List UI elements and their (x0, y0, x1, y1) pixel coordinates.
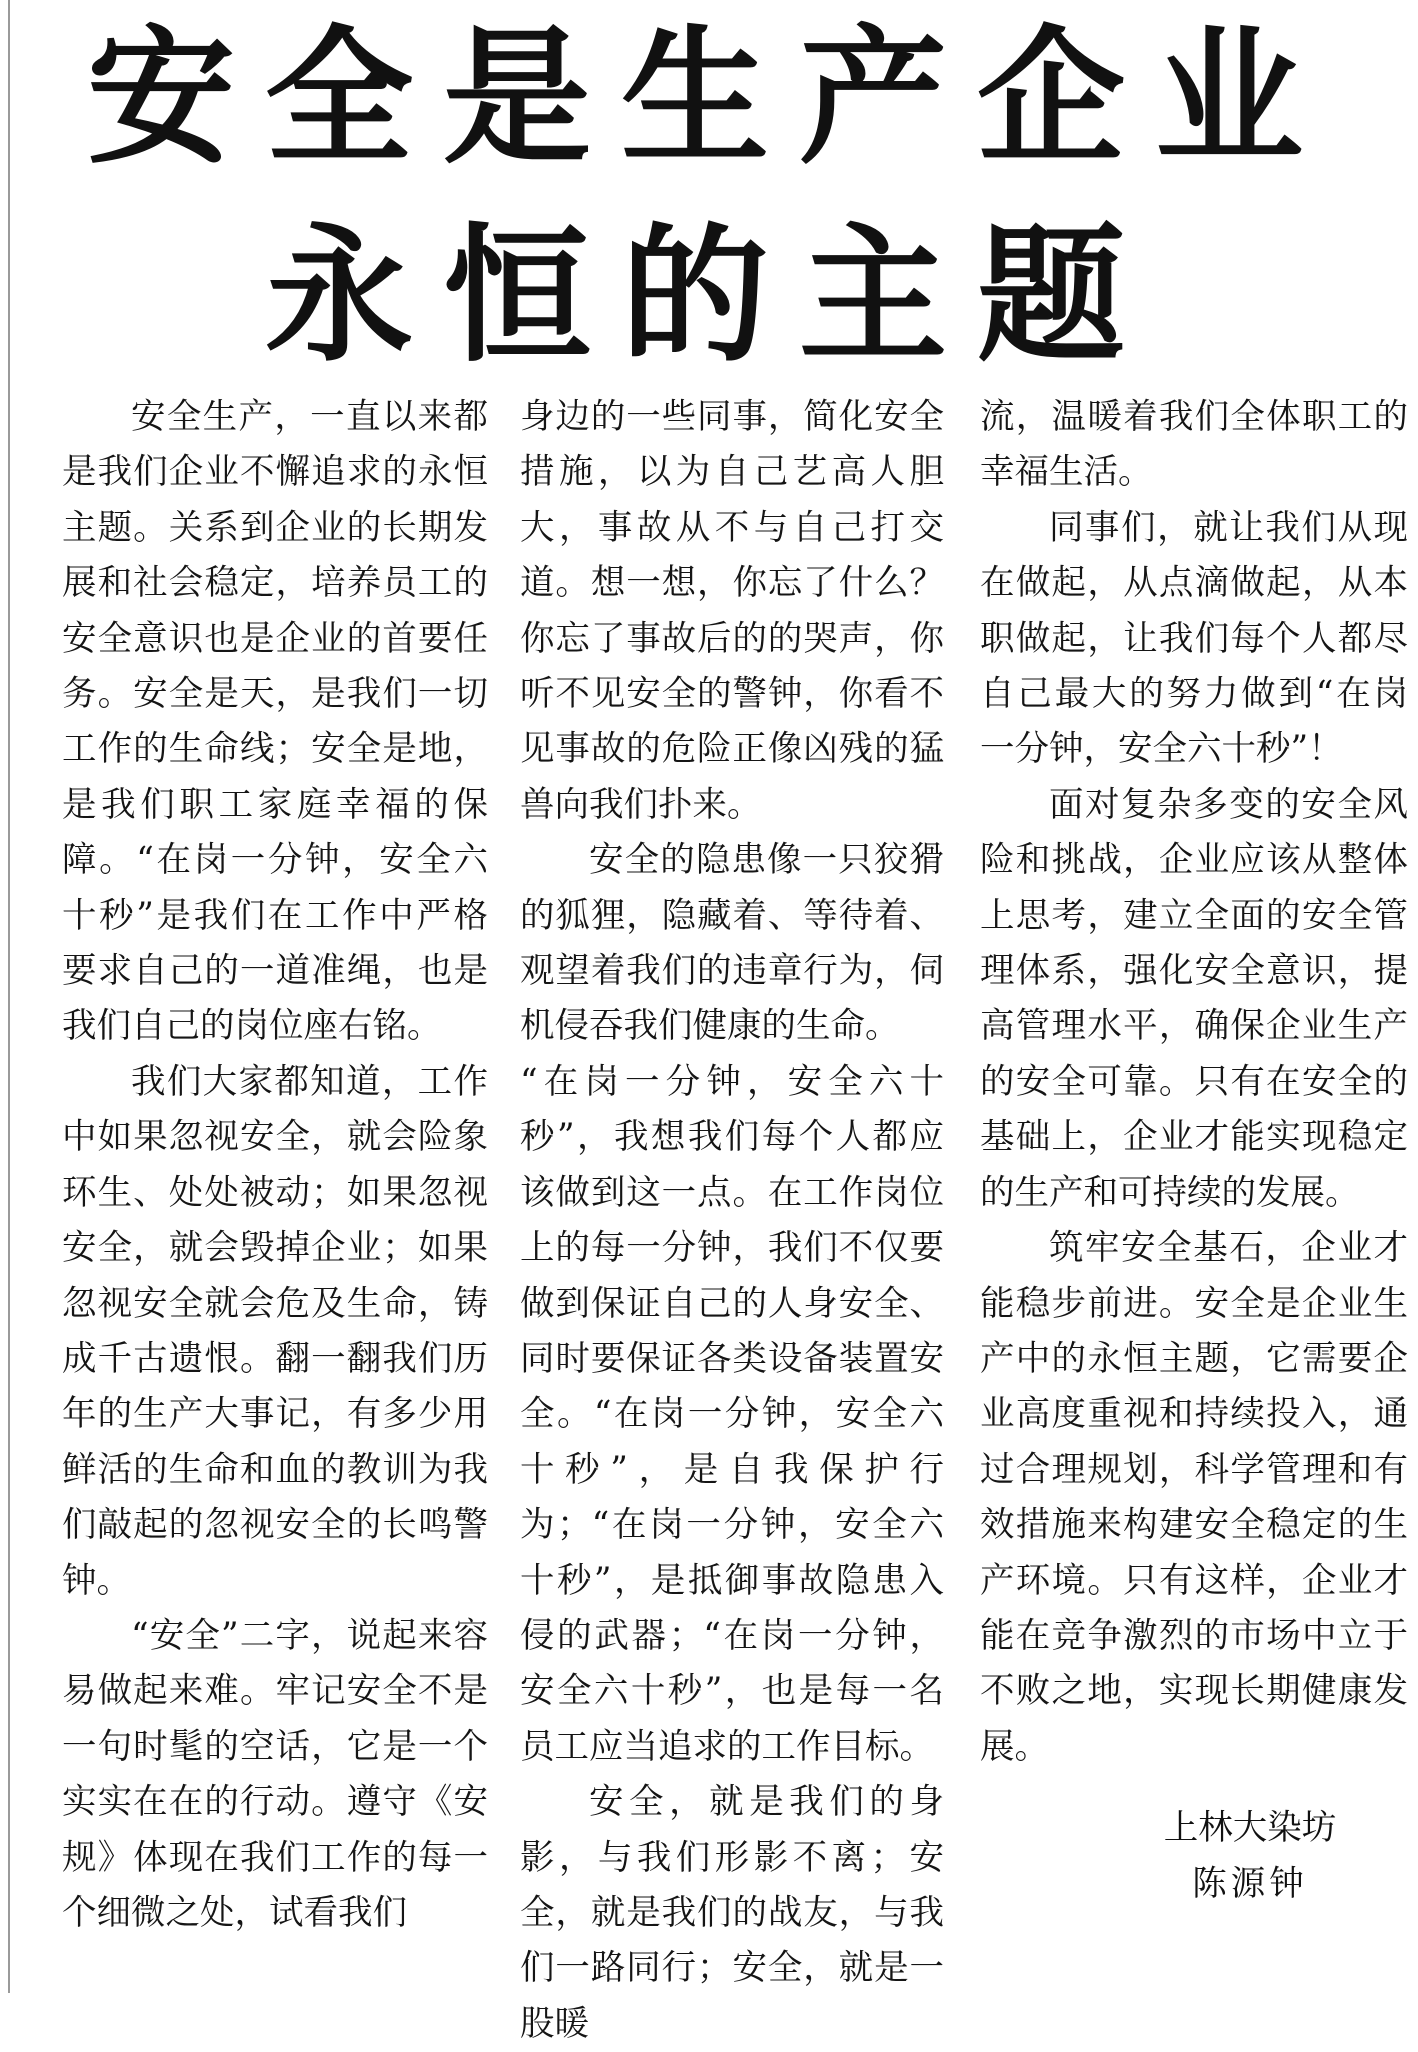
paragraph: 安全生产，一直以来都是我们企业不懈追求的永恒主题。关系到企业的长期发展和社会稳定，培养员工的安全意识也是企业的首要任务。安全是天，是我们一切工作的生命线；安全是地，是我们职工家庭幸福的保障。“在岗一分钟，安全六十秒”是我们在工作中严格要求自己的一道准绳，也是我们自己的岗位座右铭。 (62, 397, 488, 1047)
signature-author: 陈源钟 (1192, 1864, 1308, 1904)
headline-line-1: 安全是生产企业 (87, 12, 1333, 184)
paragraph: 我们大家都知道，工作中如果忽视安全，就会险象环生、处处被动；如果忽视安全，就会毁掉企业；如果忽视安全就会危及生命，铸成千古遗恨。翻一翻我们历年的生产大事记，有多少用鲜活的生命和血的教训为我们敲起的忽视安全的长鸣警钟。 (62, 1061, 488, 1601)
article-column-2 (520, 390, 944, 2044)
article-column-3 (980, 390, 1408, 1990)
paragraph: 安全的隐患像一只狡猾的狐狸，隐藏着、等待着、观望着我们的违章行为，伺机侵吞我们健康的生命。 (520, 840, 944, 1047)
paragraph-continued: 流，温暖着我们全体职工的幸福生活。 (980, 397, 1408, 493)
signature-organization: 上林大染坊 (1163, 1808, 1337, 1848)
left-margin-rule (8, 0, 10, 1993)
article-column-1 (62, 390, 488, 1990)
paragraph-continued: 身边的一些同事，简化安全措施，以为自己艺高人胆大，事故从不与自己打交道。想一想，你忘了什么？你忘了事故后的的哭声，你听不见安全的警钟，你看不见事故的危险正像凶残的猛兽向我们扑来。 (520, 397, 944, 825)
paragraph: 面对复杂多变的安全风险和挑战，企业应该从整体上思考，建立全面的安全管理体系，强化安全意识，提高管理水平，确保企业生产的安全可靠。只有在安全的基础上，企业才能实现稳定的生产和可持续的发展。 (980, 784, 1408, 1213)
paragraph: 筑牢安全基石，企业才能稳步前进。安全是企业生产中的永恒主题，它需要企业高度重视和持续投入，通过合理规划，科学管理和有效措施来构建安全稳定的生产环境。只有这样，企业才能在竞争激烈的市场中立于不败之地，实现长期健康发展。 (980, 1228, 1408, 1767)
paragraph: “在岗一分钟，安全六十秒”，我想我们每个人都应该做到这一点。在工作岗位上的每一分钟，我们不仅要做到保证自己的人身安全、同时要保证各类设备装置安全。“在岗一分钟，安全六十秒”，是自我保护行为；“在岗一分钟，安全六十秒”，是抵御事故隐患入侵的武器；“在岗一分钟，安全六十秒”，也是每一名员工应当追求的工作目标。 (520, 1061, 944, 1767)
paragraph: 同事们，就让我们从现在做起，从点滴做起，从本职做起，让我们每个人都尽自己最大的努力做到“在岗一分钟，安全六十秒”！ (980, 507, 1408, 770)
headline-line-2: 永恒的主题 (265, 210, 1155, 382)
paragraph: 安全，就是我们的身影，与我们形影不离；安全，就是我们的战友，与我们一路同行；安全，就是一股暖 (520, 1782, 944, 2044)
paragraph: “安全”二字，说起来容易做起来难。牢记安全不是一句时髦的空话，它是一个实实在在的行动。遵守《安规》体现在我们工作的每一个细微之处，试看我们 (62, 1615, 488, 1933)
